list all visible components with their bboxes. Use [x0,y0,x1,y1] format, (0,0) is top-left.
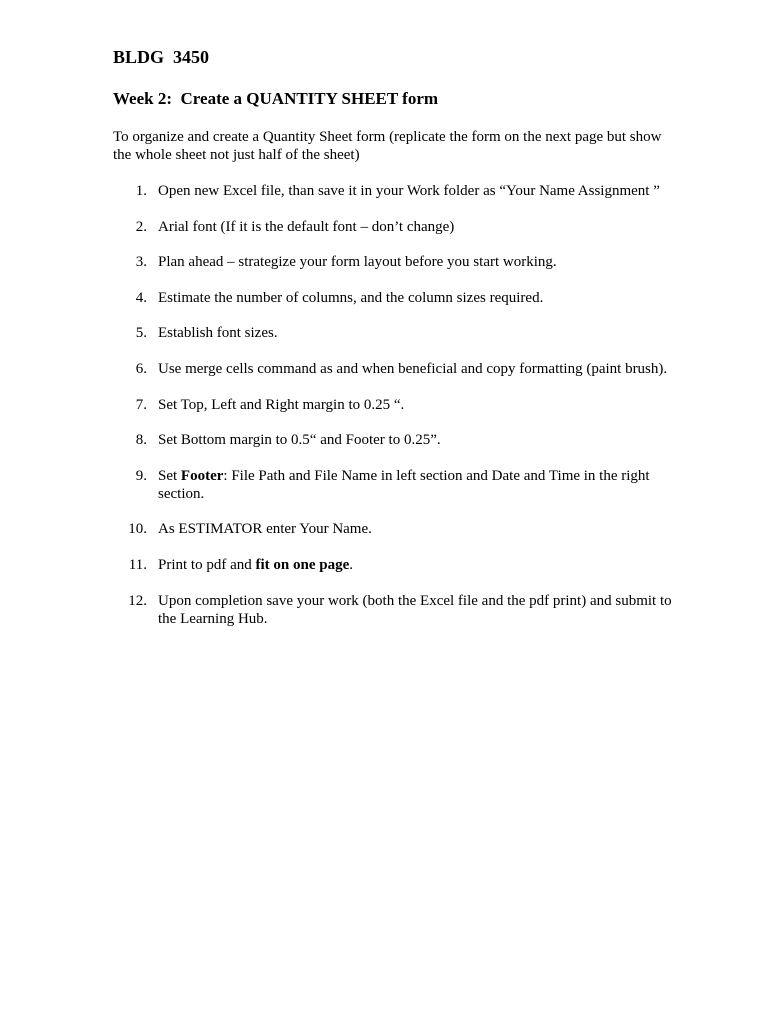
step-text: Open new Excel file, than save it in your Work folder as “Your Name Assignment ” [158,183,660,199]
step-text: Use merge cells command as and when beneficial and copy formatting (paint brush). [158,360,668,377]
step-number: 11. [128,556,147,573]
step-text: Set Top, Left and Right margin to 0.25 “. [158,396,405,413]
intro-paragraph: To organize and create a Quantity Sheet form (replicate the form on the next page but show the whole sheet not just half of the sheet) [113,129,662,163]
step-text-bold: fit on one page [255,556,350,573]
step-number: 8. [135,432,147,449]
list-item [113,324,683,342]
list-item [113,182,683,200]
step-number: 2. [135,218,147,235]
step-number: 5. [135,325,147,342]
list-item [113,360,683,378]
list-item [113,396,683,414]
step-number: 6. [135,360,147,377]
step-text-rest: . [349,556,353,573]
step-text: Arial font (If it is the default font – don’t change) [158,218,455,235]
step-number: 1. [135,183,147,199]
list-item [113,218,683,236]
step-text [158,468,650,502]
step-text-lead: Set [158,467,181,484]
step-number: 9. [135,467,147,484]
list-item [113,592,683,628]
list-item [113,520,683,538]
step-text: Plan ahead – strategize your form layout before you start working. [158,254,557,271]
step-text-bold: Footer [180,467,224,484]
week-title-heading: Week 2: Create a QUANTITY SHEET form [113,89,439,108]
step-number: 12. [128,592,147,609]
step-text-rest: : File Path and File Name in left section and Date and Time in the right section. [158,467,650,502]
step-text: Upon completion save your work (both the Excel file and the pdf print) and submit to the Learning Hub. [158,592,672,627]
step-text [158,557,353,573]
step-text: Establish font sizes. [158,325,278,342]
step-number: 10. [128,521,147,538]
step-text-lead: Print to pdf and [158,556,256,573]
step-text: Set Bottom margin to 0.5“ and Footer to 0.25”. [158,432,441,449]
list-item [113,467,683,503]
list-item [113,253,683,271]
list-item [113,289,683,307]
step-text: Estimate the number of columns, and the column sizes required. [158,289,544,306]
list-item [113,556,683,574]
document-page [113,45,683,645]
step-number: 4. [135,289,147,306]
step-number: 7. [135,396,147,413]
course-code-heading: BLDG 3450 [113,47,210,67]
steps-list [113,182,683,628]
step-number: 3. [135,254,147,271]
step-text: As ESTIMATOR enter Your Name. [158,521,372,538]
list-item [113,431,683,449]
